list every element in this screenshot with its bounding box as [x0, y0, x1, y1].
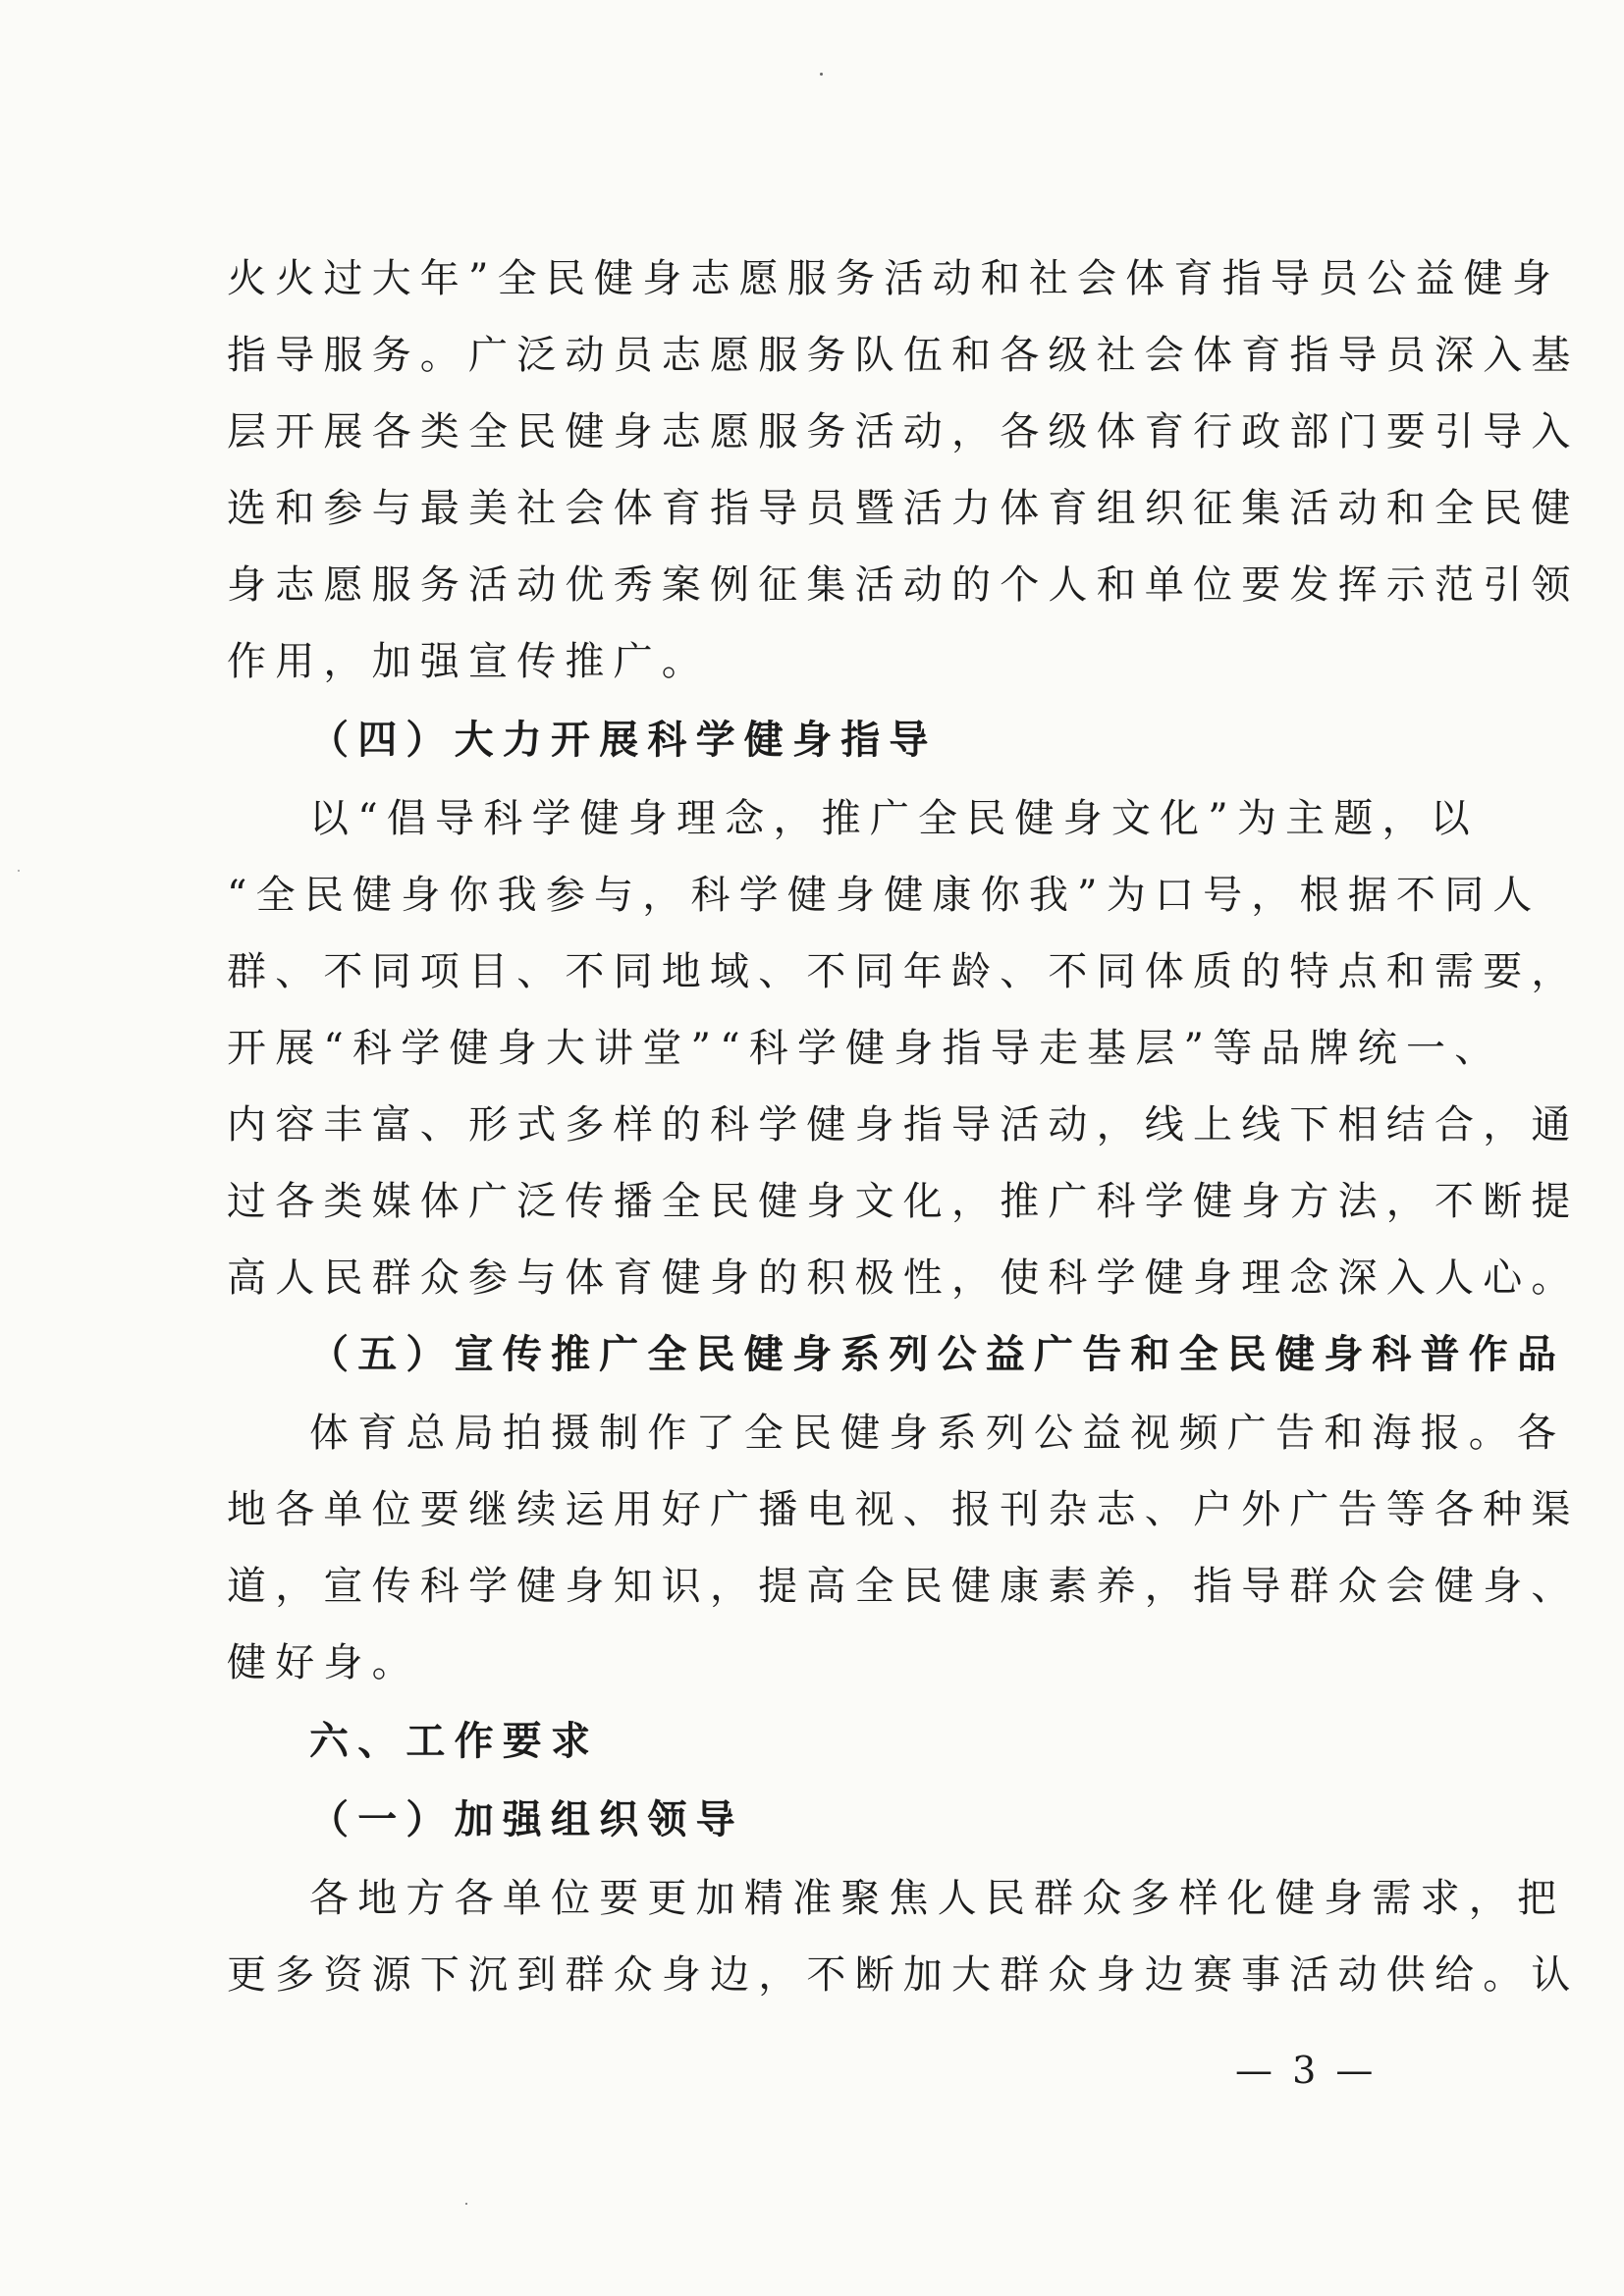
body-text-line: 身志愿服务活动优秀案例征集活动的个人和单位要发挥示范引领 — [227, 562, 1580, 608]
body-text-line: 以“倡导科学健身理念，推广全民健身文化”为主题，以 — [309, 796, 1479, 841]
body-text-line: 层开展各类全民健身志愿服务活动，各级体育行政部门要引导入 — [227, 409, 1580, 454]
body-text-line: 各地方各单位要更加精准聚焦人民群众多样化健身需求，把 — [309, 1876, 1566, 1921]
body-text-line: 过各类媒体广泛传播全民健身文化，推广科学健身方法，不断提 — [227, 1179, 1580, 1224]
chapter-heading: 六、工作要求 — [309, 1718, 600, 1764]
section-heading: （五）宣传推广全民健身系列公益广告和全民健身科普作品 — [309, 1331, 1566, 1377]
body-text-line: 内容丰富、形式多样的科学健身指导活动，线上线下相结合，通 — [227, 1102, 1580, 1148]
section-heading: （一）加强组织领导 — [309, 1796, 744, 1842]
scan-mark — [18, 870, 20, 872]
page-number: — 3 — — [1235, 2049, 1378, 2092]
body-text-line: 体育总局拍摄制作了全民健身系列公益视频广告和海报。各 — [309, 1411, 1566, 1456]
body-text-line: 选和参与最美社会体育指导员暨活力体育组织征集活动和全民健 — [227, 486, 1580, 531]
body-text-line: 作用，加强宣传推广。 — [227, 639, 710, 684]
body-text-line: “全民健身你我参与，科学健身健康你我”为口号，根据不同人 — [227, 873, 1542, 918]
body-text-line: 开展“科学健身大讲堂”“科学健身指导走基层”等品牌统一、 — [227, 1026, 1503, 1071]
body-text-line: 指导服务。广泛动员志愿服务队伍和各级社会体育指导员深入基 — [227, 333, 1580, 378]
scan-mark — [820, 73, 823, 76]
body-text-line: 道，宣传科学健身知识，提高全民健康素养，指导群众会健身、 — [227, 1564, 1580, 1609]
body-text-line: 更多资源下沉到群众身边，不断加大群众身边赛事活动供给。认 — [227, 1952, 1580, 1998]
scan-mark — [465, 2203, 467, 2205]
body-text-line: 高人民群众参与体育健身的积极性，使科学健身理念深入人心。 — [227, 1255, 1580, 1301]
body-text-line: 健好身。 — [227, 1640, 420, 1685]
body-text-line: 火火过大年”全民健身志愿服务活动和社会体育指导员公益健身 — [227, 256, 1561, 301]
body-text-line: 地各单位要继续运用好广播电视、报刊杂志、户外广告等各种渠 — [227, 1487, 1580, 1532]
section-heading: （四）大力开展科学健身指导 — [309, 717, 938, 763]
body-text-line: 群、不同项目、不同地域、不同年龄、不同体质的特点和需要， — [227, 949, 1580, 994]
